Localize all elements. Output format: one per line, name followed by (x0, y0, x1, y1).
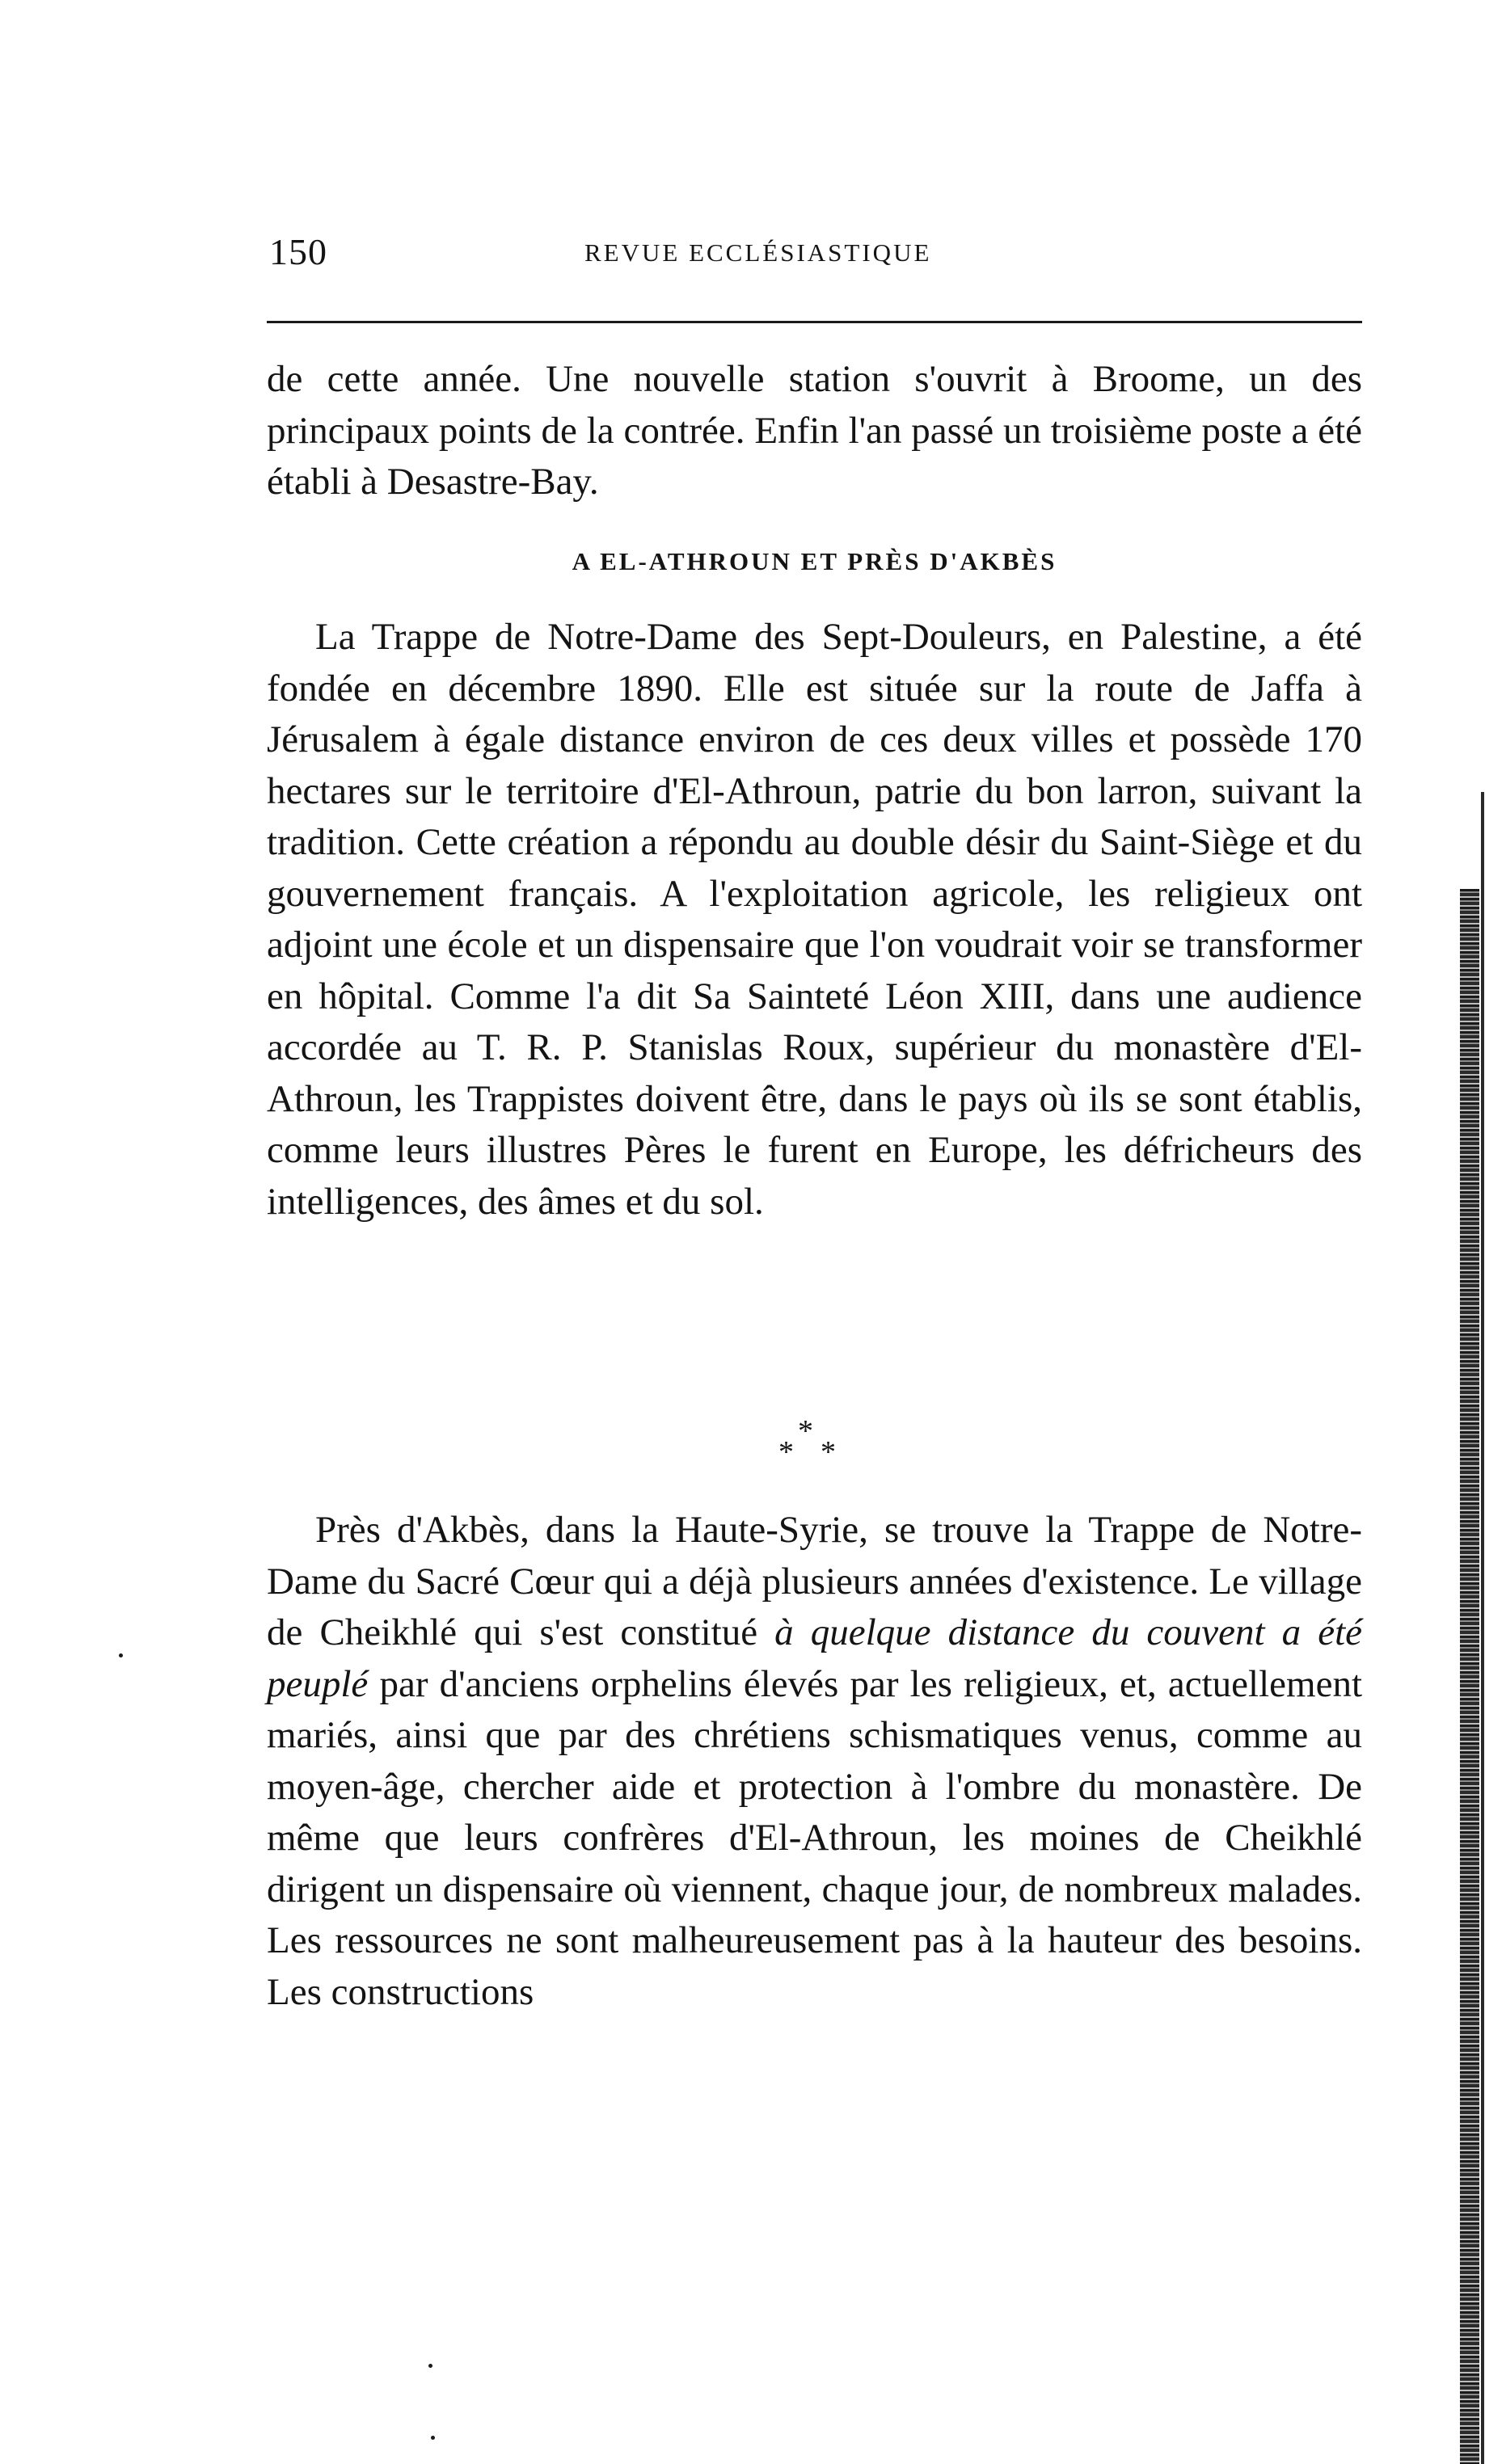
page-number: 150 (269, 231, 327, 272)
header-rule (267, 321, 1362, 323)
ink-speck (428, 2364, 432, 2368)
continued-paragraph-block (267, 354, 1362, 508)
asterism-star: * (798, 1414, 813, 1448)
akbes-paragraph-text-2: par d'anciens orphelins élevés par les religieux, et, actuellement mariés, ainsi que par des chrétiens schismatiques venus, comme au moyen-âge, chercher aide et protection à l'ombre du monastère. De même que leurs confrères d'El-Athroun, les moines de Cheikhlé dirigent un dispensaire où viennent, chaque jour, de nombreux malades. Les ressources ne sont malheureusement pas à la hauteur des besoins. Les constructions (267, 1662, 1362, 2013)
akbes-paragraph (267, 1505, 1362, 2018)
akbes-paragraph-block (267, 1505, 1362, 2018)
asterism-star: * (821, 1435, 836, 1469)
book-binding-line (1481, 792, 1484, 2464)
running-title: REVUE ECCLÉSIASTIQUE (584, 238, 932, 267)
akbes-paragraph-text-1: Près d'Akbès, dans la Haute-Syrie, se trouve la Trappe de Notre-Dame du Sacré Cœur qui a déjà plusieurs années d'existence. Le village de Cheikhlé qui s'est constitué (267, 1509, 1362, 1653)
continued-paragraph: de cette année. Une nouvelle station s'ouvrit à Broome, un des principaux points de la contrée. Enfin l'an passé un troisième poste a été établi à Desastre-Bay. (267, 358, 1362, 503)
el-athroun-paragraph-block (267, 612, 1362, 1228)
asterism-divider (756, 1416, 861, 1481)
el-athroun-paragraph: La Trappe de Notre-Dame des Sept-Douleurs, en Palestine, a été fondée en décembre 1890. Elle est située sur la route de Jaffa à Jérusalem à égale distance environ de ces deux villes et possède 170 hectares sur le territoire d'El-Athroun, patrie du bon larron, suivant la tradition. Cette création a répondu au double désir du Saint-Siège et du gouvernement français. A l'exploitation agricole, les religieux ont adjoint une école et un dispensaire que l'on voudrait voir se transformer en hôpital. Comme l'a dit Sa Sainteté Léon XIII, dans une audience accordée au T. R. P. Stanislas Roux, supérieur du monastère d'El-Athroun, les Trappistes doivent être, dans le pays où ils se sont établis, comme leurs illustres Pères le furent en Europe, les défricheurs des intelligences, des âmes et du sol. (267, 616, 1362, 1223)
ink-speck (431, 2436, 435, 2440)
page-header (269, 228, 1361, 276)
book-binding-edge (1460, 889, 1479, 2464)
ink-speck (119, 1653, 123, 1657)
section-heading: A EL-ATHROUN ET PRÈS D'AKBÈS (572, 547, 1057, 575)
akbes-paragraph-italic-text: à quelque distance du couvent a été peuplé (267, 1611, 1362, 1705)
asterism-star: * (778, 1435, 794, 1469)
